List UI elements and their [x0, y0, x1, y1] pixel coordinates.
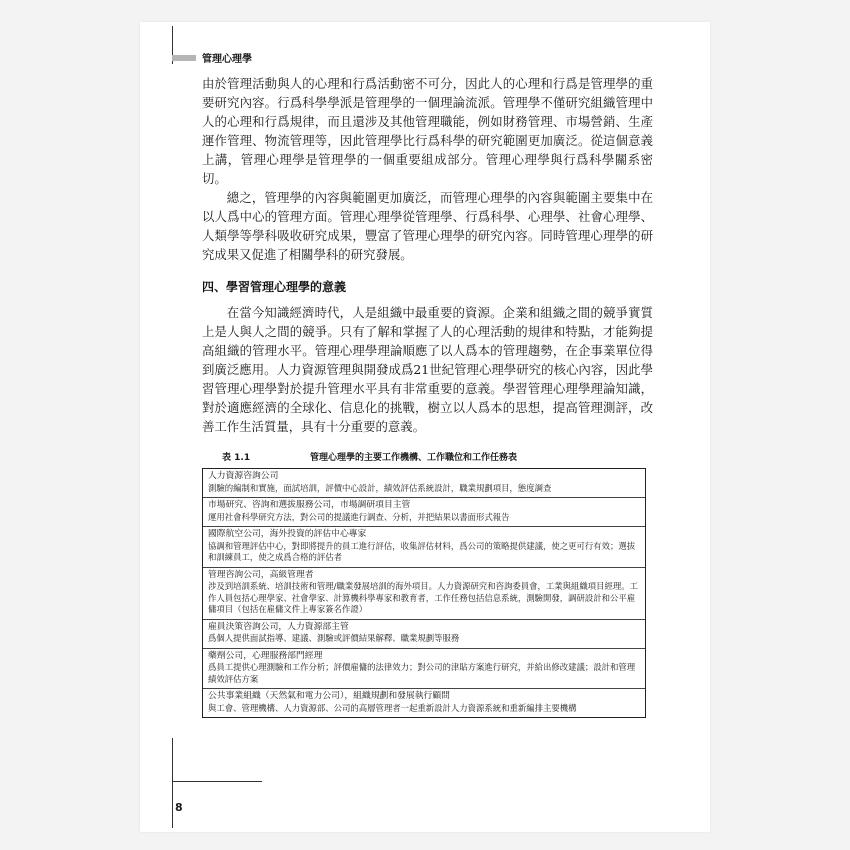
- footer-rule-horizontal: [172, 781, 262, 782]
- table-row-description: 協調和管理評估中心，對即將提升的員工進行評估，收集評估材料，爲公司的策略提供建議，使之更可行有效；選拔和訓練員工，使之成爲合格的評估者: [208, 540, 636, 562]
- table-row-description: 運用社會科學研究方法，對公司的提議進行調查、分析，并把結果以書面形式報告: [208, 511, 510, 522]
- table-row-organization: 公共事業組織（天然氣和電力公司），組織規劃和發展執行顧問: [208, 691, 450, 701]
- table-title: 管理心理學的主要工作機構、工作職位和工作任務表: [310, 453, 518, 463]
- footer-rule-vertical: [172, 738, 173, 828]
- running-title: 管理心理學: [202, 54, 252, 65]
- table-row: [203, 469, 645, 498]
- table-row-organization: 管理咨詢公司，高級管理者: [208, 569, 314, 580]
- section-heading: 四、學習管理心理學的意義: [202, 280, 347, 294]
- table-row-description: 爲員工提供心理測驗和工作分析；評價雇傭的法律效力；對公司的津貼方案進行研究，并給出修改建議；設計和管理績效評估方案: [208, 662, 636, 684]
- jobs-table: [202, 468, 646, 718]
- table-row-description: 涉及到培訓系統、培訓技術和管理/職業發展培訓的海外項目。人力資源研究和咨詢委員會，工業與組織項目經理。工作人員包括心理學家、社會學家、計算機科學專家和教育者，工作任務包括信息系統，測驗開發，調研設計和公平雇傭項目（包括在雇傭文件上專家簽名作證）: [208, 581, 638, 614]
- table-row-organization: 藥劑公司，心理服務部門經理: [208, 650, 323, 661]
- body-paragraph-1: 由於管理活動與人的心理和行爲活動密不可分，因此人的心理和行爲是管理學的重要研究內容。行爲科學學派是管理學的一個理論流派。管理學不僅研究組織管理中人的心理和行爲規律，而且還涉及其他管理職能，例如財務管理、市場營銷、生產運作管理、物流管理等，因此管理學比行爲科學的研究範圍更加廣泛。從這個意義上講，管理心理學是管理學的一個重要組成部分。管理心理學與行爲科學關系密切。: [202, 76, 653, 186]
- table-caption: [202, 450, 653, 466]
- table-row-organization: 國際航空公司，海外投資的評估中心專家: [208, 529, 367, 539]
- table-row-description: 爲個人提供面試指導、建議、測驗或評價結果解釋、職業規劃等服務: [208, 633, 460, 643]
- header-gray-bar: [172, 55, 196, 61]
- table-number: 表 1.1: [222, 453, 251, 463]
- main-content: [202, 74, 653, 718]
- table-row: [203, 498, 645, 527]
- table-row: [203, 689, 645, 717]
- section-paragraph: 在當今知識經濟時代，人是組織中最重要的資源。企業和組織之間的競爭實質上是人與人之間的競爭。只有了解和掌握了人的心理活動的規律和特點，才能夠提高組織的管理水平。管理心理學理論順應了以人爲本的管理趨勢，在企事業單位得到廣泛應用。人力資源管理與開發成爲21世紀管理心理學研究的核心內容，因此學習管理心理學對於提升管理水平具有非常重要的意義。學習管理心理學理論知識，對於適應經濟的全球化、信息化的挑戰，樹立以人爲本的思想，提高管理測評，改善工作生活質量，具有十分重要的意義。: [202, 305, 653, 434]
- table-row: [203, 527, 645, 568]
- table-row-description: 測驗的編制和實施，面試培訓，評價中心設計，績效評估系統設計，職業規劃項目，態度調查: [208, 482, 552, 493]
- body-paragraph-2: 總之，管理學的內容與範圍更加廣泛，而管理心理學的內容與範圍主要集中在以人爲中心的管理方面。管理心理學從管理學、行爲科學、心理學、社會心理學、人類學等學科吸收研究成果，豐富了管理心理學的研究內容。同時管理心理學的研究成果又促進了相關學科的研究發展。: [202, 190, 653, 262]
- table-row-organization: 市場研究、咨詢和選拔服務公司，市場調研項目主管: [208, 500, 411, 510]
- table-row: [203, 620, 645, 649]
- table-row: [203, 568, 645, 620]
- table-row-description: 與工會、管理機構、人力資源部、公司的高層管理者一起重新設計人力資源系統和重新編排主要機構: [208, 702, 577, 713]
- table-row-organization: 雇員決策咨詢公司，人力資源部主管: [208, 621, 349, 632]
- table-row-organization: 人力資源咨詢公司: [208, 471, 279, 481]
- page-number: 8: [175, 801, 183, 814]
- table-row: [203, 649, 645, 690]
